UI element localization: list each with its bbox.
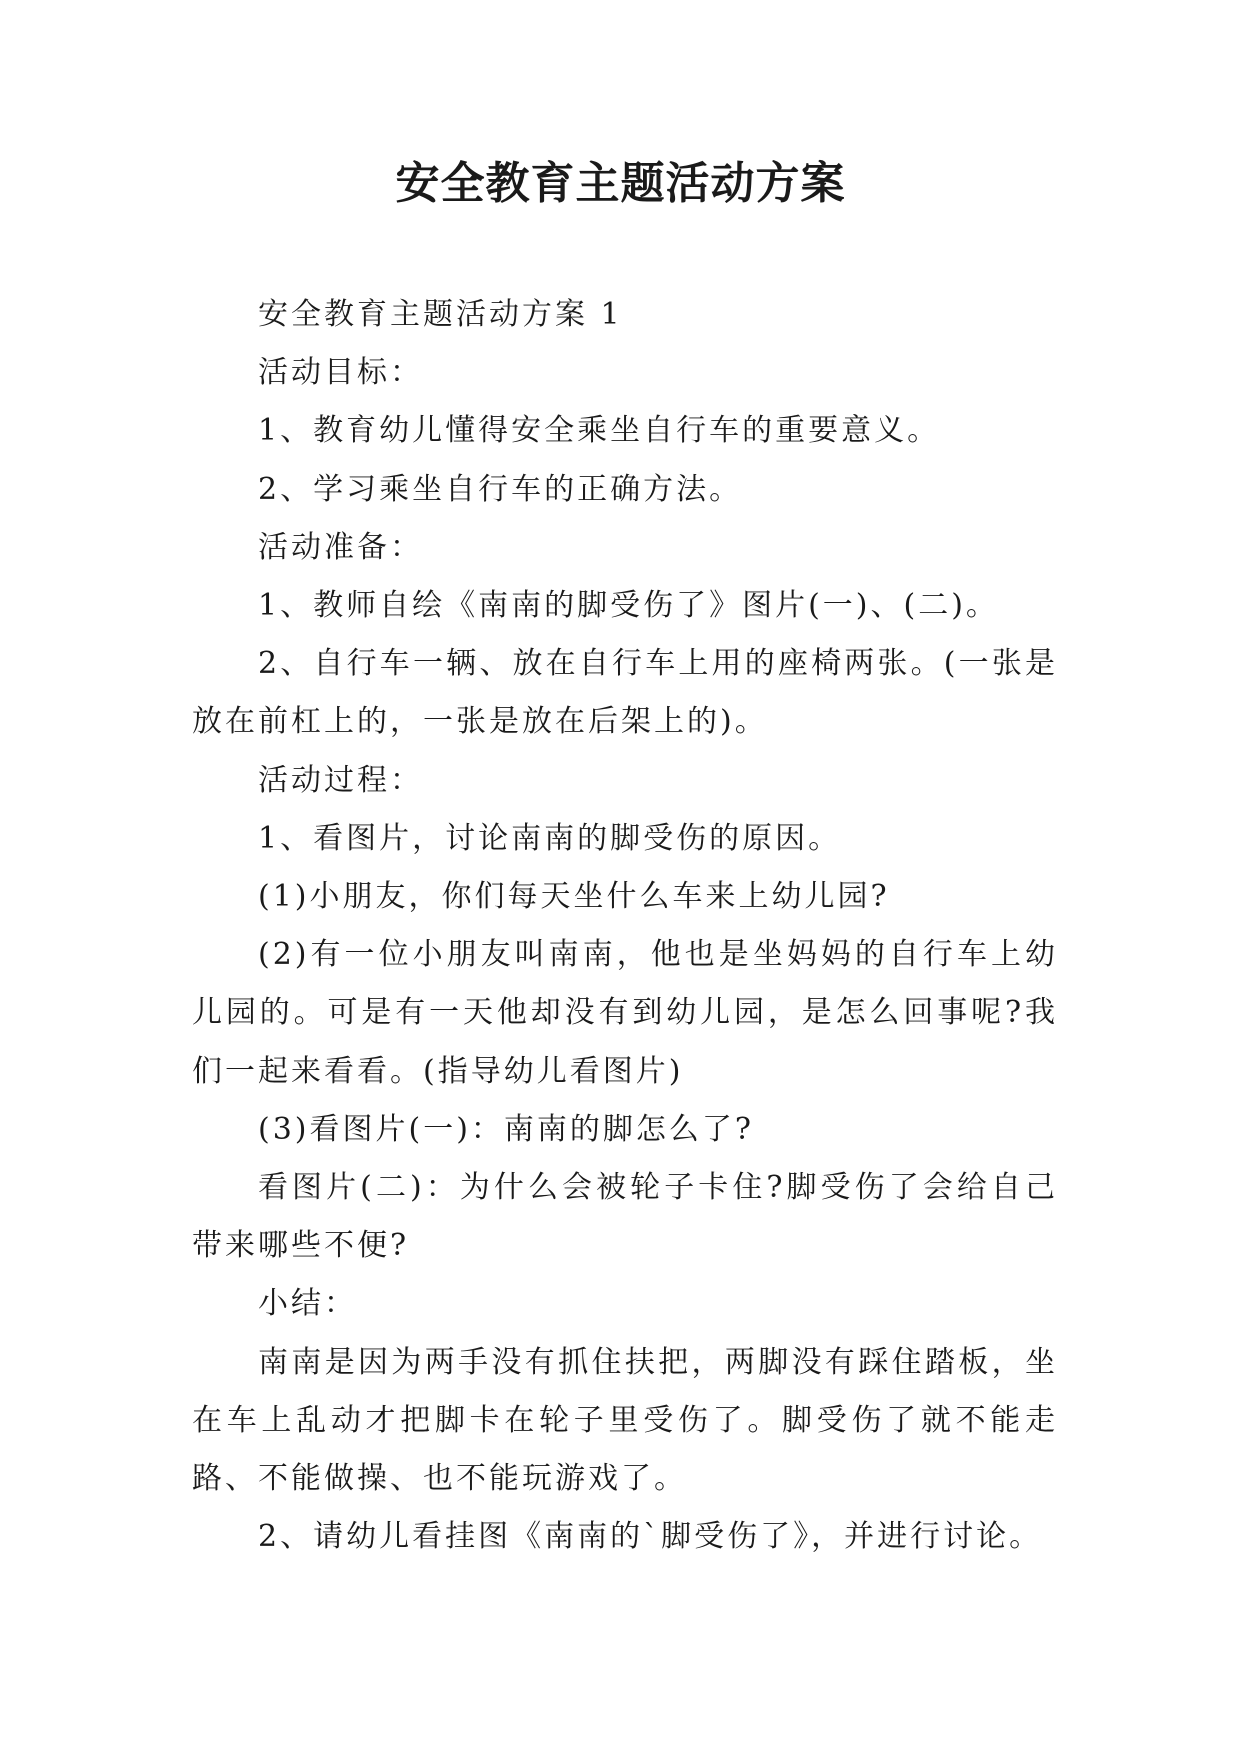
paragraph: 看图片(二)：为什么会被轮子卡住?脚受伤了会给自己带来哪些不便?: [192, 1170, 1058, 1264]
document-title: 安全教育主题活动方案: [395, 158, 846, 209]
document-body: [192, 286, 1058, 1566]
paragraph: 1、看图片，讨论南南的脚受伤的原因。: [258, 820, 842, 856]
paragraph-process-label: 活动过程：: [258, 762, 423, 798]
paragraph: (1)小朋友，你们每天坐什么车来上幼儿园?: [258, 879, 890, 915]
paragraph-goal-label: 活动目标：: [258, 355, 423, 391]
paragraph: 1、教育幼儿懂得安全乘坐自行车的重要意义。: [258, 413, 941, 449]
paragraph: 2、请幼儿看挂图《南南的`脚受伤了》，并进行讨论。: [258, 1519, 1043, 1555]
paragraph: 1、教师自绘《南南的脚受伤了》图片(一)、(二)。: [258, 588, 999, 624]
paragraph: 南南是因为两手没有抓住扶把，两脚没有踩住踏板，坐在车上乱动才把脚卡在轮子里受伤了。脚受伤了就不能走路、不能做操、也不能玩游戏了。: [192, 1344, 1058, 1497]
paragraph-summary-label: 小结：: [258, 1286, 357, 1322]
paragraph: (2)有一位小朋友叫南南，他也是坐妈妈的自行车上幼儿园的。可是有一天他却没有到幼儿园，是怎么回事呢?我们一起来看看。(指导幼儿看图片): [192, 937, 1058, 1089]
paragraph-prep-label: 活动准备：: [258, 529, 423, 565]
paragraph: 2、学习乘坐自行车的正确方法。: [258, 471, 743, 507]
paragraph: 2、自行车一辆、放在自行车上用的座椅两张。(一张是放在前杠上的，一张是放在后架上的)。: [192, 646, 1058, 740]
paragraph: (3)看图片(一)：南南的脚怎么了?: [258, 1111, 754, 1147]
section-heading: 安全教育主题活动方案 1: [258, 297, 623, 332]
